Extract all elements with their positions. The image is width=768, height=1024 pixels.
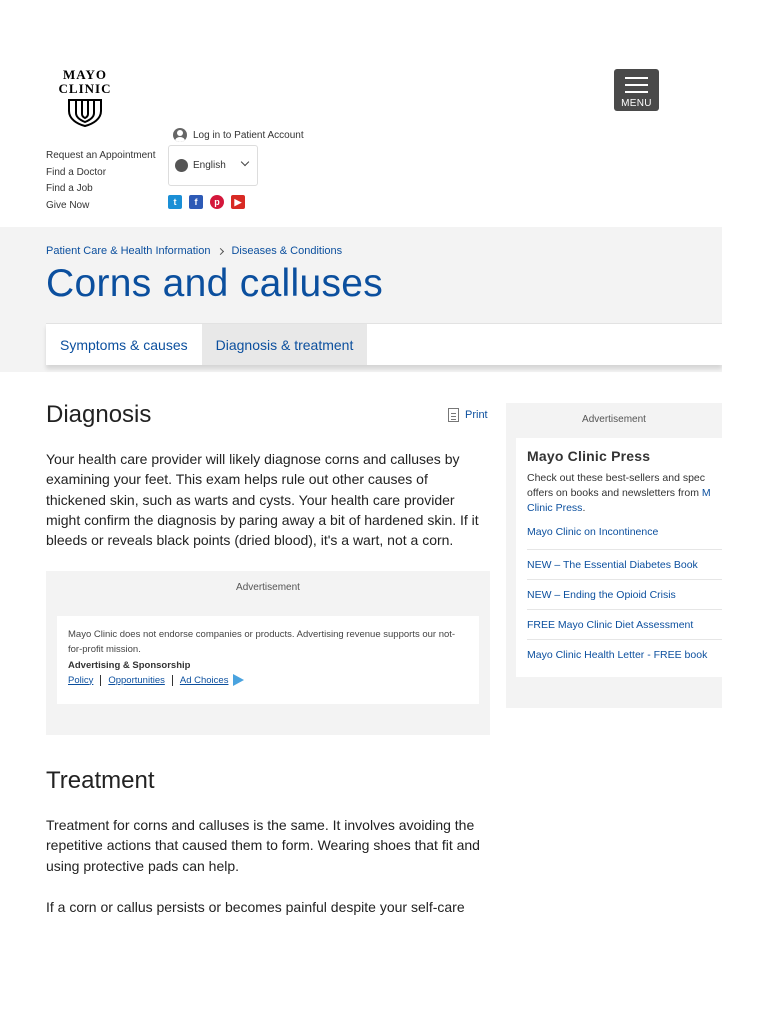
youtube-icon[interactable]: ▶	[231, 195, 245, 209]
menu-button[interactable]	[614, 69, 659, 111]
press-link[interactable]: Clinic Press	[527, 502, 583, 514]
press-link-start[interactable]: M	[701, 487, 711, 499]
quick-links	[46, 148, 156, 215]
print-icon	[448, 408, 459, 422]
breadcrumb-diseases-conditions[interactable]: Diseases & Conditions	[231, 245, 343, 257]
language-label: English	[193, 160, 226, 171]
treatment-paragraph-2: If a corn or callus persists or becomes painful despite your self-care	[46, 899, 465, 915]
advertisement-content	[57, 616, 479, 704]
press-link-incontinence[interactable]: Mayo Clinic on Incontinence	[527, 526, 722, 550]
page-title: Corns and calluses	[46, 262, 384, 305]
press-links-list	[527, 526, 722, 670]
press-desc-line-2	[527, 486, 722, 501]
content-tabs	[46, 323, 722, 365]
print-button[interactable]	[448, 408, 488, 422]
twitter-icon[interactable]: t	[168, 195, 182, 209]
ad-choices-link[interactable]: Ad Choices	[172, 675, 236, 686]
chevron-right-icon	[217, 247, 224, 254]
press-desc-end: .	[582, 502, 586, 514]
mayo-clinic-logo[interactable]	[56, 68, 114, 127]
advertising-links	[68, 674, 468, 686]
ad-choices-icon[interactable]	[233, 674, 244, 686]
facebook-icon[interactable]: f	[189, 195, 203, 209]
advertisement-box	[46, 571, 490, 735]
advertising-disclaimer: Mayo Clinic does not endorse companies or products. Advertising revenue supports our not-for-profit mission.	[68, 629, 456, 655]
logo-text-mayo: MAYO	[63, 67, 107, 82]
patient-account-label: Log in to Patient Account	[193, 129, 304, 141]
press-desc-text: offers on books and newsletters from	[527, 487, 702, 499]
advertisement-label: Advertisement	[236, 582, 300, 593]
find-doctor-link[interactable]: Find a Doctor	[46, 166, 107, 178]
tab-diagnosis-treatment[interactable]: Diagnosis & treatment	[202, 324, 368, 365]
hamburger-icon	[625, 77, 648, 98]
chevron-down-icon	[241, 158, 249, 166]
press-link-health-letter[interactable]: Mayo Clinic Health Letter - FREE book	[527, 649, 708, 661]
sidebar-advertisement	[506, 403, 722, 708]
diagnosis-heading: Diagnosis	[46, 401, 152, 428]
pinterest-icon[interactable]: p	[210, 195, 224, 209]
mayo-clinic-press-card	[516, 438, 722, 677]
press-link-diet-assessment[interactable]: FREE Mayo Clinic Diet Assessment	[527, 610, 722, 640]
find-job-link[interactable]: Find a Job	[46, 183, 93, 195]
press-link-opioid-crisis[interactable]: NEW – Ending the Opioid Crisis	[527, 580, 722, 610]
tab-symptoms-causes[interactable]: Symptoms & causes	[60, 336, 188, 353]
sidebar-advertisement-label: Advertisement	[582, 414, 646, 425]
logo-text-clinic: CLINIC	[58, 81, 112, 96]
print-label: Print	[465, 409, 488, 421]
press-desc-line-3	[527, 501, 722, 516]
request-appointment-link[interactable]: Request an Appointment	[46, 150, 156, 161]
menu-label: MENU	[621, 98, 652, 109]
shield-icon	[66, 97, 104, 127]
breadcrumb-patient-care[interactable]: Patient Care & Health Information	[46, 245, 211, 257]
user-icon	[173, 128, 187, 142]
press-desc-line-1: Check out these best-sellers and spec	[527, 472, 706, 484]
sponsorship-heading: Advertising & Sponsorship	[68, 660, 191, 671]
press-link-diabetes-book[interactable]: NEW – The Essential Diabetes Book	[527, 550, 722, 580]
opportunities-link[interactable]: Opportunities	[100, 675, 172, 686]
breadcrumb	[46, 245, 342, 257]
press-title: Mayo Clinic Press	[527, 448, 651, 464]
social-links	[168, 195, 252, 209]
treatment-paragraph-1: Treatment for corns and calluses is the same. It involves avoiding the repetitive actions that caused them to form. Wearing shoes that fit and using protective pads can help.	[46, 817, 480, 874]
globe-icon	[175, 159, 188, 172]
diagnosis-paragraph: Your health care provider will likely diagnose corns and calluses by examining your feet. This exam helps rule out other causes of thickened skin, such as warts and cysts. Your health care provider might confirm the diagnosis by paring away a bit of hardened skin. If it bleeds or reveals black points (dried blood), it's a wart, not a corn.	[46, 451, 479, 549]
press-description	[527, 471, 722, 516]
policy-link[interactable]: Policy	[68, 674, 94, 686]
patient-account-link[interactable]	[173, 128, 304, 142]
language-selector[interactable]	[168, 145, 258, 186]
treatment-heading: Treatment	[46, 767, 155, 794]
give-now-link[interactable]: Give Now	[46, 200, 90, 212]
